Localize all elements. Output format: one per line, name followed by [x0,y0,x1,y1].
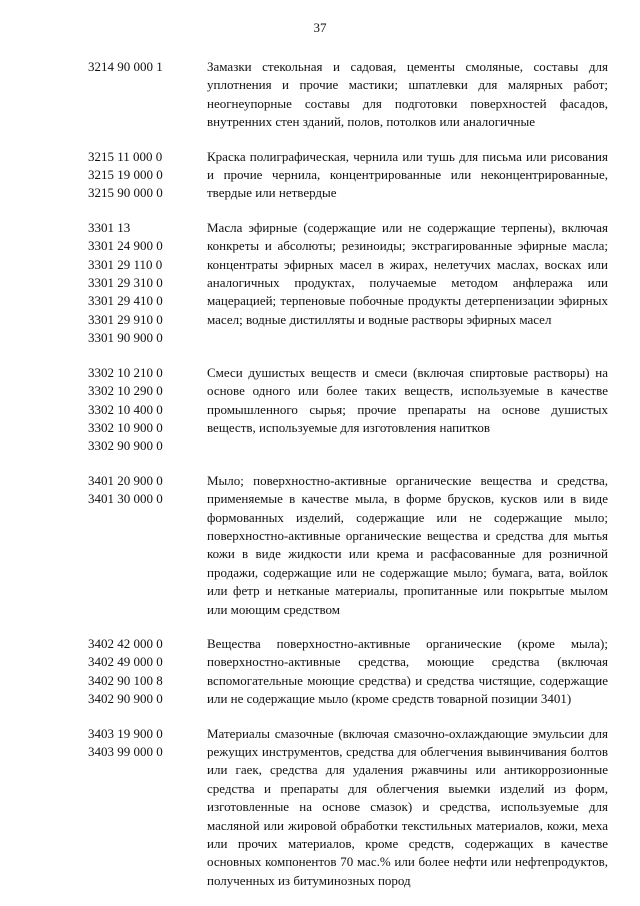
tn-ved-code: 3402 90 900 0 [88,691,163,707]
entry-description: Вещества поверхностно-активные органические (кроме мыла); поверхностно-активные средства, моющие средства (включая вспомогательные моющие средства) и средства чистящие, содержащие или не содержащие мыло (кроме средств товарной позиции 3401) [207,635,608,707]
tn-ved-code: 3301 24 900 0 [88,238,163,254]
entry-description: Замазки стекольная и садовая, цементы смоляные, составы для уплотнения и прочие мастики; шпатлевки для малярных работ; неогнеупорные составы для подготовки поверхностей фасадов, внутренних стен зданий, полов, потолков или аналогичные [207,59,608,130]
tn-ved-code: 3403 99 000 0 [88,744,163,759]
entry-row [0,364,640,456]
tn-ved-code: 3215 11 000 0 [88,148,163,164]
tn-ved-code: 3401 30 000 0 [88,491,163,507]
entry-row [0,472,640,619]
tn-ved-code: 3301 29 310 0 [88,275,163,291]
tn-ved-code: 3402 49 000 0 [88,654,163,670]
entry-description: Материалы смазочные (включая смазочно-охлаждающие эмульсии для режущих инструментов, средства для облегчения вывинчивания болтов или гаек, средства для удаления ржавчины или антикоррозионные средства и препараты для облегчения выемки изделий из форм, изготовленные на основе смазок) и средства, используемые для масляной или жировой обработки текстильных материалов, кожи, меха или прочих материалов, кроме средств, содержащих в качестве основных компонентов 70 мас.% или более нефти или нефтепродуктов, полученных из битуминозных пород [207,725,608,888]
tn-ved-code: 3401 20 900 0 [88,472,163,488]
entry-description: Мыло; поверхностно-активные органические вещества и средства, применяемые в качестве мыла, в форме брусков, кусков или в виде формованных изделий, содержащие или не содержащие мыло; поверхностно-активные органические вещества и средства для мытья кожи в виде жидкости или крема и расфасованные для розничной продажи, содержащие или не содержащие мыло; бумага, вата, войлок или фетр и нетканые материалы, пропитанные или покрытые мылом или моющим средством [207,472,608,617]
tn-ved-code: 3302 10 900 0 [88,419,163,435]
entry-row [0,58,640,132]
code-list [0,219,207,348]
entries-list [0,58,640,906]
tn-ved-code: 3301 29 110 0 [88,256,163,272]
tn-ved-code: 3402 90 100 8 [88,672,163,688]
entry-row [0,725,640,891]
entry-description: Краска полиграфическая, чернила или тушь для письма или рисования и прочие чернила, концентрированные или неконцентрированные, твердые или нетвердые [207,148,608,201]
code-list [0,635,207,709]
tn-ved-code: 3302 10 290 0 [88,383,163,399]
tn-ved-code: 3301 29 410 0 [88,293,163,309]
entry-description: Смеси душистых веществ и смеси (включая спиртовые растворы) на основе одного или более таких веществ, используемые в качестве промышленного сырья; прочие препараты на основе душистых веществ, используемые для изготовления напитков [207,364,608,435]
entry-row [0,219,640,348]
code-list [0,725,207,891]
tn-ved-code: 3215 90 000 0 [88,185,163,201]
entry-row [0,148,640,203]
tn-ved-code: 3302 10 210 0 [88,364,163,380]
code-list [0,58,207,132]
tn-ved-code: 3402 42 000 0 [88,635,163,651]
tn-ved-code: 3214 90 000 1 [88,59,163,74]
code-list [0,364,207,456]
tn-ved-code: 3301 29 910 0 [88,311,163,327]
tn-ved-code: 3302 90 900 0 [88,438,163,454]
code-list [0,472,207,619]
code-list [0,148,207,203]
tn-ved-code: 3301 13 [88,219,131,235]
tn-ved-code: 3215 19 000 0 [88,167,163,183]
tn-ved-code: 3403 19 900 0 [88,725,163,741]
entry-description: Масла эфирные (содержащие или не содержащие терпены), включая конкреты и абсолюты; резиноиды; экстрагированные эфирные масла; концентраты эфирных масел в жирах, нелетучих маслах, восках или аналогичных продуктах, получаемые методом анфлеража или мацерацией; терпеновые побочные продукты детерпенизации эфирных масел; водные дистилляты и водные растворы эфирных масел [207,219,608,327]
entry-row [0,635,640,709]
tn-ved-code: 3302 10 400 0 [88,401,163,417]
page-number: 37 [313,20,327,35]
tn-ved-code: 3301 90 900 0 [88,330,163,346]
